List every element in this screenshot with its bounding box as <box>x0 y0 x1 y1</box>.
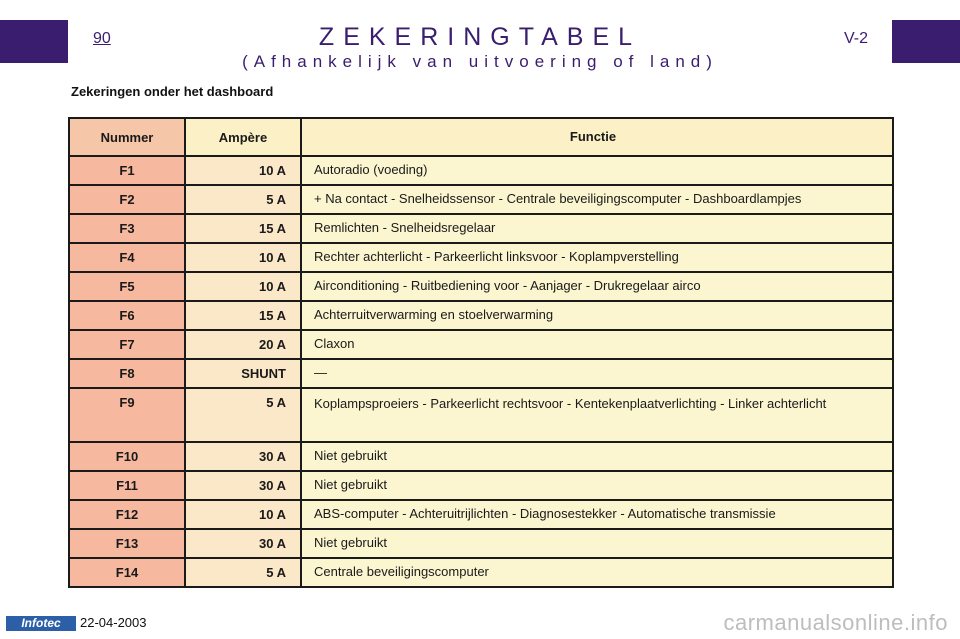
fuse-function-cell: Achterruitverwarming en stoelverwarming <box>301 301 893 330</box>
fuse-function-cell: Airconditioning - Ruitbediening voor - Aanjager - Drukregelaar airco <box>301 272 893 301</box>
column-header-ampere: Ampère <box>185 118 301 156</box>
table-row <box>69 272 893 301</box>
fuse-ampere-cell: SHUNT <box>185 359 301 388</box>
table-row <box>69 243 893 272</box>
page-number[interactable]: 90 <box>93 30 111 47</box>
fuse-ampere-cell: 5 A <box>185 558 301 587</box>
fuse-number-cell: F2 <box>69 185 185 214</box>
table-row <box>69 156 893 185</box>
fuse-number-cell: F1 <box>69 156 185 185</box>
fuse-ampere-cell: 10 A <box>185 243 301 272</box>
fuse-function-cell: + Na contact - Snelheidssensor - Centrale beveiligingscomputer - Dashboardlampjes <box>301 185 893 214</box>
table-row <box>69 442 893 471</box>
fuse-function-cell: Centrale beveiligingscomputer <box>301 558 893 587</box>
fuse-function-cell: Niet gebruikt <box>301 471 893 500</box>
table-row <box>69 301 893 330</box>
fuse-function-cell: ABS-computer - Achteruitrijlichten - Diagnosestekker - Automatische transmissie <box>301 500 893 529</box>
fuse-table <box>68 117 894 588</box>
fuse-ampere-cell: 30 A <box>185 471 301 500</box>
fuse-number-cell: F8 <box>69 359 185 388</box>
fuse-function-cell: Niet gebruikt <box>301 442 893 471</box>
fuse-ampere-cell: 10 A <box>185 156 301 185</box>
table-row <box>69 558 893 587</box>
section-heading: Zekeringen onder het dashboard <box>71 84 274 99</box>
fuse-ampere-cell: 15 A <box>185 301 301 330</box>
column-header-function: Functie <box>301 118 893 156</box>
table-row <box>69 471 893 500</box>
fuse-number-cell: F10 <box>69 442 185 471</box>
table-row <box>69 388 893 442</box>
fuse-function-cell: Claxon <box>301 330 893 359</box>
fuse-ampere-cell: 5 A <box>185 388 301 442</box>
page-subtitle: (Afhankelijk van uitvoering of land) <box>242 52 718 71</box>
footer-date: 22-04-2003 <box>80 615 147 630</box>
fuse-number-cell: F9 <box>69 388 185 442</box>
table-row <box>69 500 893 529</box>
table-header-row <box>69 118 893 156</box>
table-row <box>69 214 893 243</box>
section-code: V-2 <box>843 30 868 47</box>
fuse-ampere-cell: 20 A <box>185 330 301 359</box>
fuse-number-cell: F4 <box>69 243 185 272</box>
fuse-ampere-cell: 30 A <box>185 529 301 558</box>
fuse-function-cell: Rechter achterlicht - Parkeerlicht linksvoor - Koplampverstelling <box>301 243 893 272</box>
fuse-ampere-cell: 15 A <box>185 214 301 243</box>
table-row <box>69 359 893 388</box>
fuse-function-cell: Niet gebruikt <box>301 529 893 558</box>
fuse-number-cell: F13 <box>69 529 185 558</box>
fuse-ampere-cell: 10 A <box>185 272 301 301</box>
watermark: carmanualsonline.info <box>723 610 948 635</box>
table-row <box>69 185 893 214</box>
fuse-number-cell: F5 <box>69 272 185 301</box>
infotec-logo: Infotec <box>6 616 76 631</box>
table-row <box>69 529 893 558</box>
page-title: ZEKERINGTABEL <box>318 23 642 51</box>
fuse-number-cell: F7 <box>69 330 185 359</box>
fuse-function-cell: Autoradio (voeding) <box>301 156 893 185</box>
fuse-function-cell: — <box>301 359 893 388</box>
fuse-function-cell: Koplampsproeiers - Parkeerlicht rechtsvoor - Kentekenplaatverlichting - Linker achterlicht <box>301 388 893 442</box>
table-row <box>69 330 893 359</box>
fuse-number-cell: F14 <box>69 558 185 587</box>
fuse-number-cell: F12 <box>69 500 185 529</box>
fuse-ampere-cell: 30 A <box>185 442 301 471</box>
column-header-number: Nummer <box>69 118 185 156</box>
fuse-function-cell: Remlichten - Snelheidsregelaar <box>301 214 893 243</box>
fuse-ampere-cell: 10 A <box>185 500 301 529</box>
fuse-number-cell: F6 <box>69 301 185 330</box>
fuse-number-cell: F3 <box>69 214 185 243</box>
fuse-number-cell: F11 <box>69 471 185 500</box>
fuse-ampere-cell: 5 A <box>185 185 301 214</box>
